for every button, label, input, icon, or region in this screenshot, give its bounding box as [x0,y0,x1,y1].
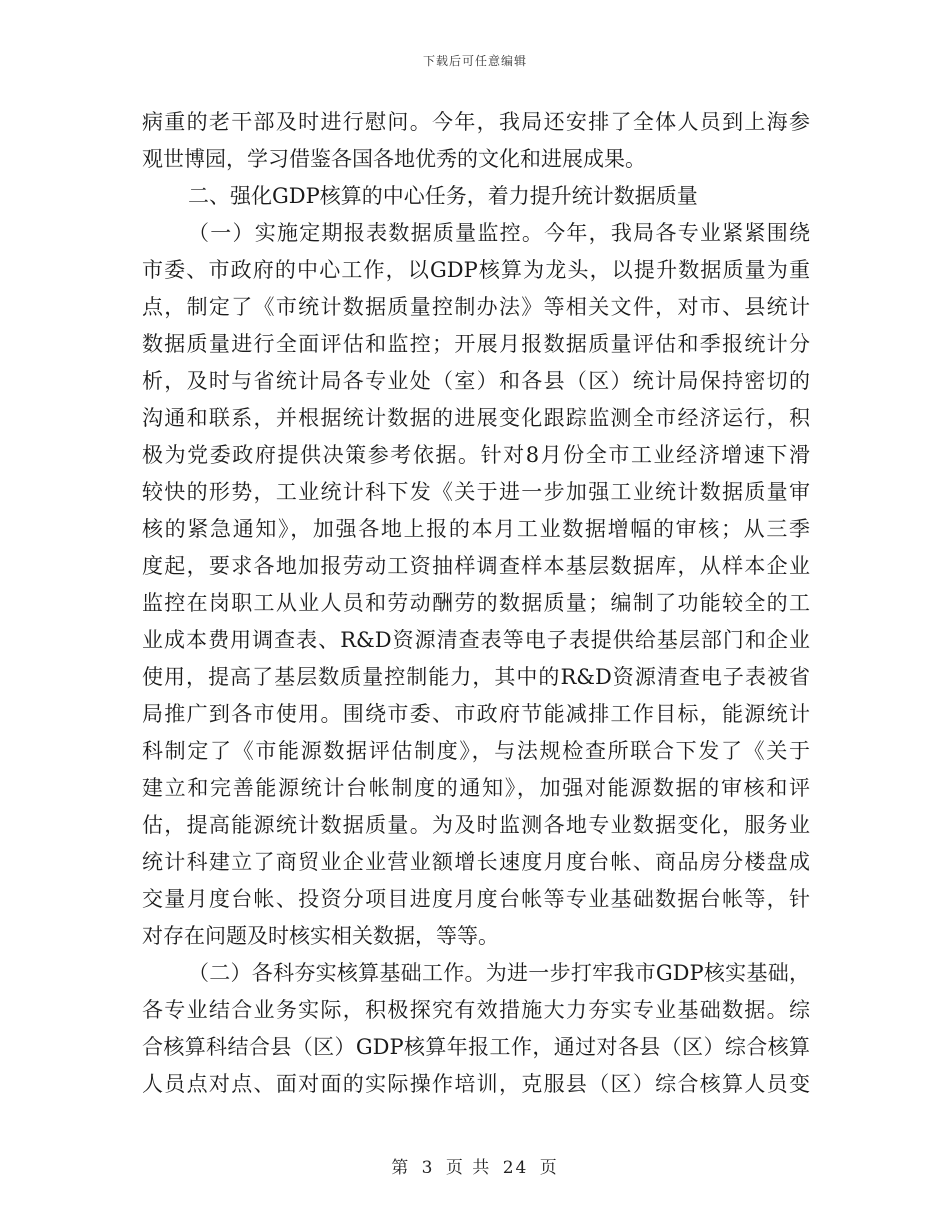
document-body [142,104,810,1103]
body-line: 观世博园，学习借鉴各国各地优秀的文化和进展成果。 [142,147,646,171]
body-line: 估，提高能源统计数据质量。为及时监测各地专业数据变化，服务业 [142,813,810,837]
body-line: 核的紧急通知》，加强各地上报的本月工业数据增幅的审核；从三季 [142,517,810,541]
body-line: 较快的形势，工业统计科下发《关于进一步加强工业统计数据质量审 [142,480,810,504]
body-line: 极为党委政府提供决策参考依据。针对8月份全市工业经济增速下滑 [142,443,810,467]
body-line: 点，制定了《市统计数据质量控制办法》等相关文件，对市、县统计 [142,295,810,319]
subsection-heading-line: （二）各科夯实核算基础工作。为进一步打牢我市GDP核实基础， [188,961,810,985]
page-prefix: 第 [391,1158,411,1178]
body-line: 统计科建立了商贸业企业营业额增长速度月度台帐、商品房分楼盘成 [142,850,810,874]
body-line: 交量月度台帐、投资分项目进度月度台帐等专业基础数据台帐等，针 [142,887,810,911]
body-line: 度起，要求各地加报劳动工资抽样调查样本基层数据库，从样本企业 [142,554,810,578]
body-line: 数据质量进行全面评估和监控；开展月报数据质量评估和季报统计分 [142,332,810,356]
body-line: 沟通和联系，并根据统计数据的进展变化跟踪监测全市经济运行，积 [142,406,810,430]
section-heading: 二、强化GDP核算的中心任务，着力提升统计数据质量 [188,184,698,208]
body-line: 使用，提高了基层数质量控制能力，其中的R&D资源清查电子表被省 [142,665,810,689]
current-page-number: 3 [421,1158,435,1178]
subsection-heading-line: （一）实施定期报表数据质量监控。今年，我局各专业紧紧围绕 [188,221,810,245]
body-line: 科制定了《市能源数据评估制度》，与法规检查所联合下发了《关于 [142,739,810,763]
body-line: 析，及时与省统计局各专业处（室）和各县（区）统计局保持密切的 [142,369,810,393]
total-page-count: 24 [502,1158,529,1178]
body-line: 病重的老干部及时进行慰问。今年，我局还安排了全体人员到上海参 [142,110,810,134]
body-line: 各专业结合业务实际，积极探究有效措施大力夯实专业基础数据。综 [142,998,810,1022]
page-footer [0,1153,950,1178]
body-line: 合核算科结合县（区）GDP核算年报工作，通过对各县（区）综合核算 [142,1035,810,1059]
body-line: 人员点对点、面对面的实际操作培训，克服县（区）综合核算人员变 [142,1072,810,1096]
body-line: 建立和完善能源统计台帐制度的通知》，加强对能源数据的审核和评 [142,776,810,800]
page-header-note: 下载后可任意编辑 [422,54,527,68]
body-line: 监控在岗职工从业人员和劳动酬劳的数据质量；编制了功能较全的工 [142,591,810,615]
body-line: 对存在问题及时核实相关数据，等等。 [142,924,499,948]
page-mid-text: 页 共 [445,1158,492,1178]
body-line: 局推广到各市使用。围绕市委、市政府节能减排工作目标，能源统计 [142,702,810,726]
body-line: 业成本费用调查表、R&D资源清查表等电子表提供给基层部门和企业 [142,628,810,652]
page-suffix: 页 [539,1158,559,1178]
body-line: 市委、市政府的中心工作，以GDP核算为龙头，以提升数据质量为重 [142,258,810,282]
